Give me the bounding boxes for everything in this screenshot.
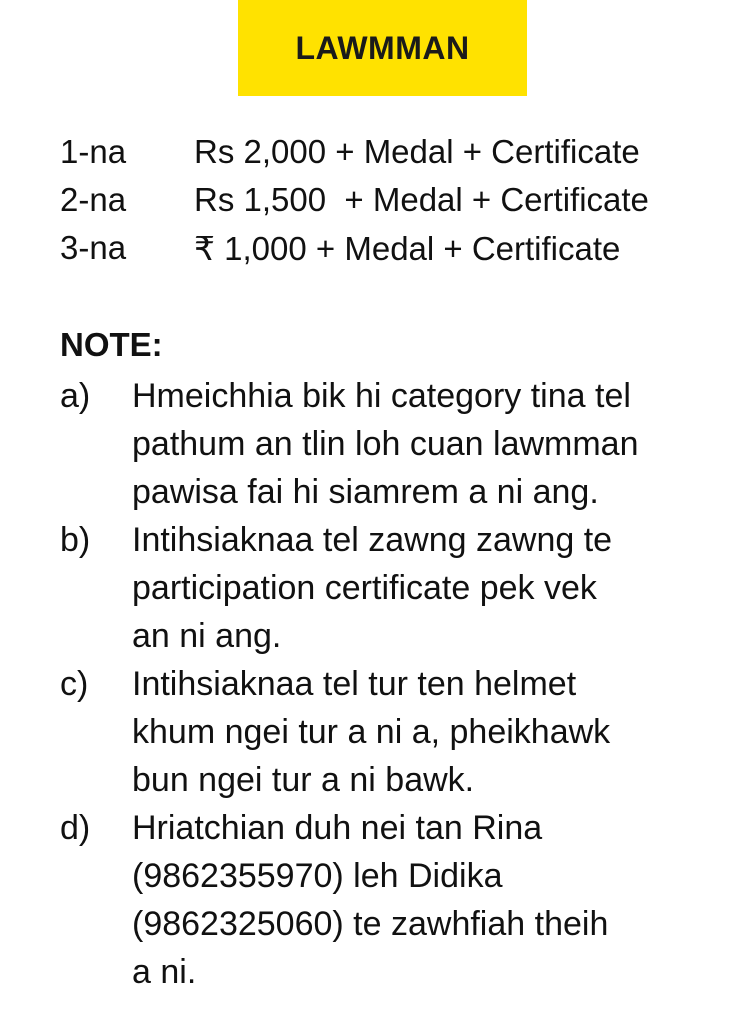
note-text: Hmeichhia bik hi category tina tel pathum an tlin loh cuan lawmman pawisa fai hi siamrem a ni ang. [132, 377, 639, 511]
note-text: Hriatchian duh nei tan Rina (9862355970) leh Didika (9862325060) te zawhfiah theih a ni. [132, 809, 609, 991]
title-banner [238, 0, 527, 96]
note-letter: d) [60, 809, 91, 847]
note-heading: NOTE: [60, 326, 163, 363]
note-letter: c) [60, 665, 89, 703]
note-text: Intihsiaknaa tel tur ten helmet khum ngei tur a ni a, pheikhawk bun ngei tur a ni bawk. [132, 665, 611, 799]
note-letter: b) [60, 521, 91, 559]
note-item [60, 372, 730, 516]
note-letter: a) [60, 377, 91, 415]
prize-list [60, 128, 730, 272]
prize-reward: Rs 2,000 + Medal + Certificate [194, 133, 640, 170]
banner-title: LAWMMAN [295, 29, 470, 66]
prize-row [60, 176, 730, 224]
note-item [60, 804, 730, 996]
prize-rank: 2-na [60, 181, 127, 218]
prize-reward: Rs 1,500 + Medal + Certificate [194, 181, 649, 218]
note-text: Intihsiaknaa tel zawng zawng te participation certificate pek vek an ni ang. [132, 521, 613, 655]
prize-rank: 3-na [60, 229, 127, 266]
prize-row [60, 224, 730, 272]
note-list [60, 372, 730, 996]
note-item [60, 516, 730, 660]
prize-rank: 1-na [60, 133, 127, 170]
note-item [60, 660, 730, 804]
prize-reward: ₹ 1,000 + Medal + Certificate [194, 229, 621, 267]
prize-row [60, 128, 730, 176]
